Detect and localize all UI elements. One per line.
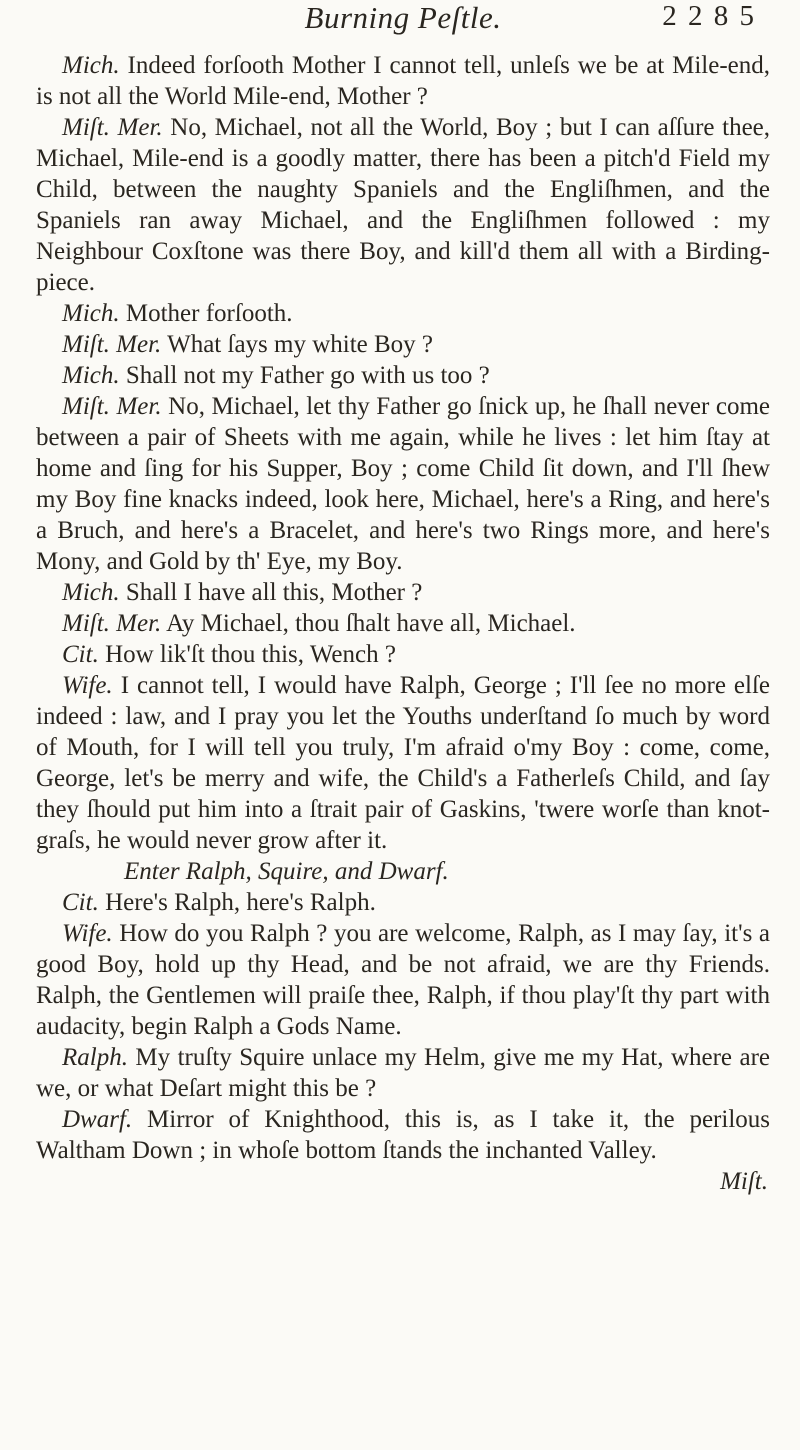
speech-text: No, Michael, let thy Father go ſnick up, he ſhall never come between a pair of Sheets with me again, while he lives : let him ſtay at home and ſing for his Supper, Boy ; come Child ſit down, and I'll ſhew my Boy fine knacks indeed, look here, Michael, here's a Ring, and here's a Bruch, and here's a Bracelet, and here's two Rings more, and here's Mony, and Gold by th' Eye, my Boy.: [36, 393, 771, 575]
speech-text: Shall not my Father go with us too ?: [125, 362, 490, 389]
speech-line: [36, 298, 770, 329]
speaker: Wife.: [62, 672, 113, 699]
speech-text: Shall I have all this, Mother ?: [125, 579, 423, 606]
page-header: [36, 0, 770, 50]
speech-text: How lik'ſt thou this, Wench ?: [105, 641, 396, 668]
speech-text: Ay Michael, thou ſhalt have all, Michael.: [166, 610, 576, 637]
speech-text: No, Michael, not all the World, Boy ; but I can aſſure thee, Michael, Mile-end is a goodly matter, there has been a pitch'd Field my Child, between the naughty Spaniels and the Engliſhmen, and the Spaniels ran away Michael, and the Engliſhmen followed : my Neighbour Coxſtone was there Boy, and kill'd them all with a Birding-piece.: [36, 114, 771, 296]
speech-text: Indeed forſooth Mother I cannot tell, unleſs we be at Mile-end, is not all the World Mile-end, Mother ?: [36, 52, 771, 110]
speech-line: [36, 918, 770, 1042]
speaker: Wife.: [62, 920, 113, 947]
speaker: Ralph.: [62, 1044, 128, 1071]
speech-text: What ſays my white Boy ?: [167, 331, 434, 358]
speech-line: [36, 608, 770, 639]
speaker: Miſt. Mer.: [62, 610, 162, 637]
speaker: Mich.: [62, 300, 120, 327]
speech-text: I cannot tell, I would have Ralph, George ; I'll ſee no more elſe indeed : law, and I pray you let the Youths underſtand ſo much by word of Mouth, for I will tell you truly, I'm afraid o'my Boy : come, come, George, let's be merry and wife, the Child's a Fatherleſs Child, and ſay they ſhould put him into a ſtrait pair of Gaskins, 'twere worſe than knot-graſs, he would never grow after it.: [36, 672, 771, 854]
stage-direction: Enter Ralph, Squire, and Dwarf.: [124, 858, 449, 885]
catchword: Miſt.: [720, 1168, 768, 1195]
speaker: Mich.: [62, 362, 120, 389]
speech-text: How do you Ralph ? you are welcome, Ralph, as I may ſay, it's a good Boy, hold up thy Head, and be not afraid, we are thy Friends. Ralph, the Gentlemen will praiſe thee, Ralph, if thou play'ſt thy part with audacity, begin Ralph a Gods Name.: [36, 920, 770, 1040]
speech-text: My truſty Squire unlace my Helm, give me my Hat, where are we, or what Deſart might this be ?: [36, 1044, 770, 1102]
speech-text: Mother forſooth.: [125, 300, 293, 327]
speech-text: Mirror of Knighthood, this is, as I take it, the perilous Waltham Down ; in whoſe bottom ſtands the inchanted Valley.: [36, 1106, 770, 1164]
speaker: Miſt. Mer.: [62, 331, 162, 358]
speaker: Miſt. Mer.: [62, 114, 163, 141]
speech-line: [36, 1042, 770, 1104]
speech-line: [36, 670, 770, 856]
speaker: Miſt. Mer.: [62, 393, 162, 420]
speaker: Cit.: [62, 889, 99, 916]
speech-text: Here's Ralph, here's Ralph.: [105, 889, 376, 916]
speech-line: [36, 50, 770, 112]
page-number: 2 2 8 5: [662, 0, 756, 32]
speech-line: [36, 329, 770, 360]
speaker: Dwarf.: [62, 1106, 133, 1133]
speech-line: [36, 639, 770, 670]
speech-line: [36, 112, 770, 298]
speech-line: [36, 577, 770, 608]
speaker: Mich.: [62, 579, 120, 606]
speech-line: [36, 887, 770, 918]
speaker: Cit.: [62, 641, 99, 668]
speech-line: [36, 360, 770, 391]
play-text: [36, 50, 770, 1197]
speech-line: [36, 1104, 770, 1166]
speaker: Mich.: [62, 52, 120, 79]
running-title: Burning Peſtle.: [304, 0, 502, 35]
speech-line: [36, 391, 770, 577]
